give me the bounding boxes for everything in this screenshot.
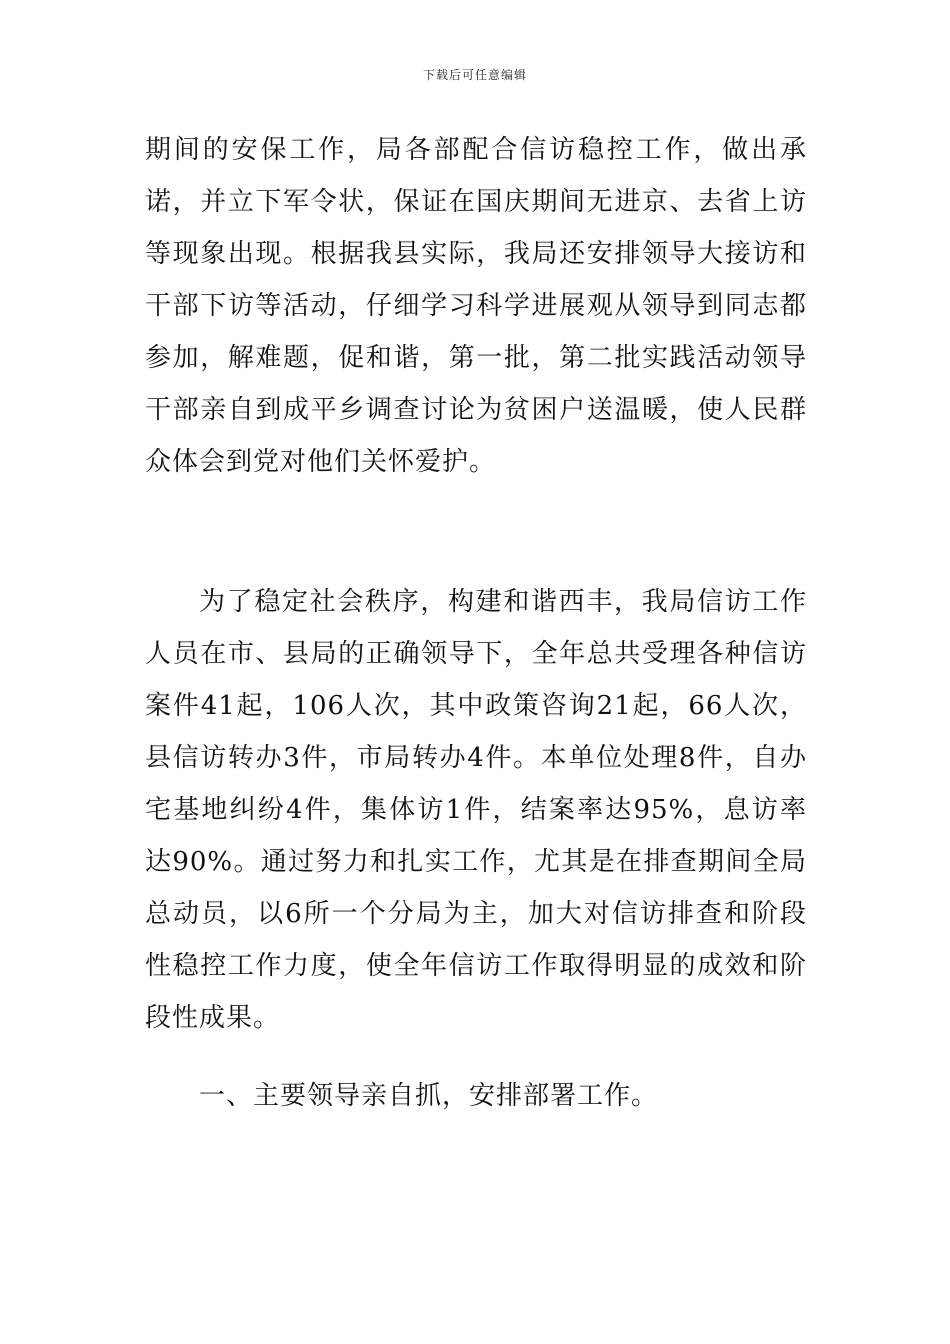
paragraph-continuation: 期间的安保工作，局各部配合信访稳控工作，做出承诺，并立下军令状，保证在国庆期间无进京、去省上访等现象出现。根据我县实际，我局还安排领导大接访和干部下访等活动，仔细学习科学进展观从领导到同志都参加，解难题，促和谐，第一批，第二批实践活动领导干部亲自到成平乡调查讨论为贫困户送温暖，使人民群众体会到党对他们关怀爱护。 <box>145 135 807 477</box>
header-note: 下载后可任意编辑 <box>422 68 527 82</box>
paragraph-petition-summary: 为了稳定社会秩序，构建和谐西丰，我局信访工作人员在市、县局的正确领导下，全年总共受理各种信访案件41起，106人次，其中政策咨询21起，66人次，县信访转办3件，市局转办4件。本单位处理8件，自办宅基地纠纷4件，集体访1件，结案率达95%，息访率达90%。通过努力和扎实工作，尤其是在排查期间全局总动员，以6所一个分局为主，加大对信访排查和阶段性稳控工作力度，使全年信访工作取得明显的成效和阶段性成果。 <box>145 587 807 1033</box>
section-heading-leadership: 一、主要领导亲自抓，安排部署工作。 <box>199 1081 659 1111</box>
